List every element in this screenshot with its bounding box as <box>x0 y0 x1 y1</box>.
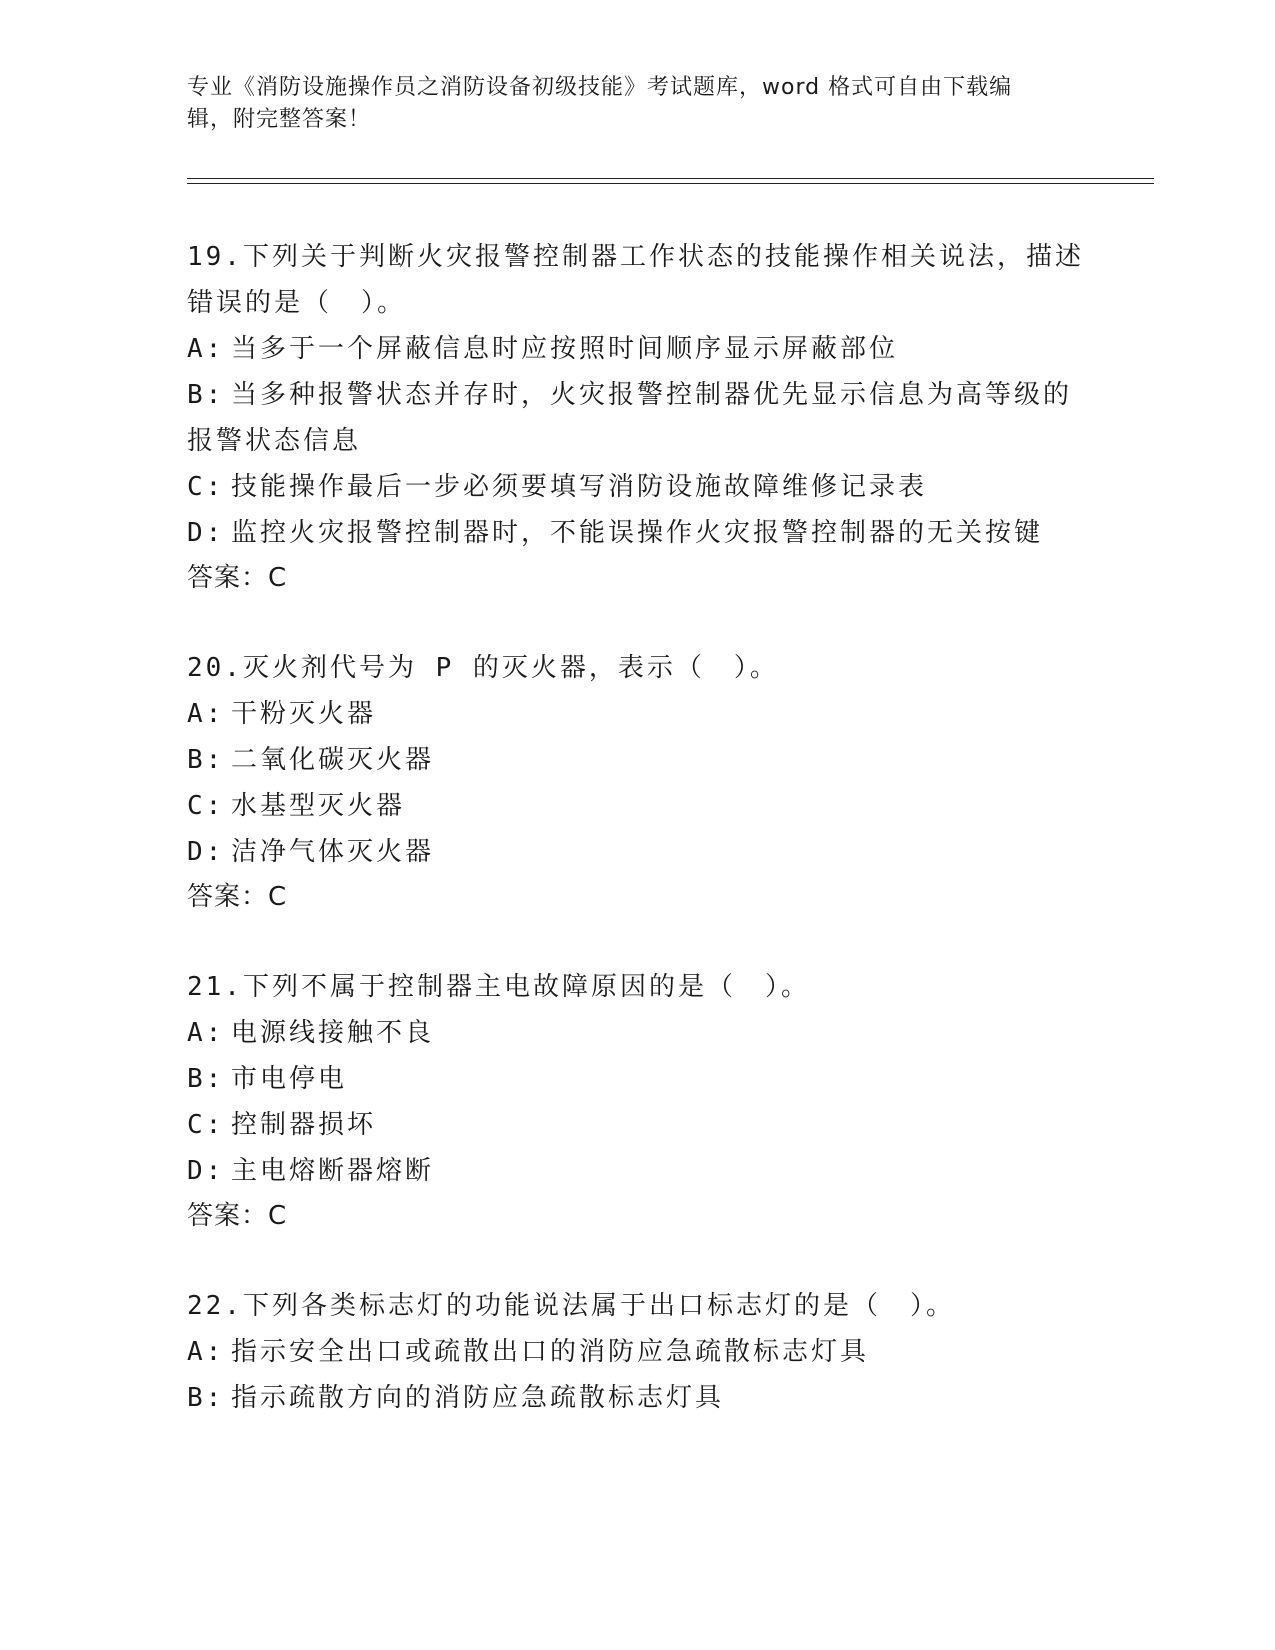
question-list <box>187 234 1087 1466</box>
header-divider-bottom <box>187 183 1154 184</box>
answer-label: 答案：C <box>187 1201 288 1231</box>
header-divider-top <box>187 178 1154 179</box>
option-d <box>187 829 1087 875</box>
option-b <box>187 737 1087 783</box>
header-line-2: 辑，附完整答案！ <box>187 107 372 132</box>
option-letter: A: <box>187 334 225 364</box>
question-stem: 22.下列各类标志灯的功能说法属于出口标志灯的是（ ）。 <box>187 1291 955 1321</box>
option-c <box>187 464 1087 510</box>
option-text: 二氧化碳灭火器 <box>231 745 435 775</box>
option-letter: D: <box>187 837 225 867</box>
option-text: 当多于一个屏蔽信息时应按照时间顺序显示屏蔽部位 <box>231 334 899 364</box>
option-letter: B: <box>187 1064 225 1094</box>
option-c <box>187 783 1087 829</box>
option-text: 指示疏散方向的消防应急疏散标志灯具 <box>231 1383 725 1413</box>
question-22 <box>187 1283 1087 1421</box>
option-letter: B: <box>187 380 225 410</box>
question-21 <box>187 964 1087 1238</box>
option-text: 监控火灾报警控制器时，不能误操作火灾报警控制器的无关按键 <box>231 518 1044 548</box>
option-a <box>187 691 1087 737</box>
option-a <box>187 1329 1087 1375</box>
option-b <box>187 372 1087 418</box>
option-text: 干粉灭火器 <box>231 699 377 729</box>
option-a <box>187 1010 1087 1056</box>
option-letter: A: <box>187 1018 225 1048</box>
option-text: 洁净气体灭火器 <box>231 837 435 867</box>
option-letter: A: <box>187 1337 225 1367</box>
option-text: 水基型灭火器 <box>231 791 406 821</box>
option-d <box>187 1148 1087 1194</box>
option-b-continued: 报警状态信息 <box>187 426 362 456</box>
answer-label: 答案：C <box>187 882 288 912</box>
question-20 <box>187 645 1087 919</box>
question-stem: 21.下列不属于控制器主电故障原因的是（ ）。 <box>187 972 810 1002</box>
option-text: 技能操作最后一步必须要填写消防设施故障维修记录表 <box>231 472 928 502</box>
option-letter: C: <box>187 472 225 502</box>
question-19 <box>187 234 1087 600</box>
option-text: 指示安全出口或疏散出口的消防应急疏散标志灯具 <box>231 1337 870 1367</box>
option-letter: B: <box>187 1383 225 1413</box>
question-stem-continued: 错误的是（ ）。 <box>187 288 407 318</box>
option-letter: C: <box>187 1110 225 1140</box>
question-stem: 19.下列关于判断火灾报警控制器工作状态的技能操作相关说法，描述 <box>187 242 1084 272</box>
option-letter: C: <box>187 791 225 821</box>
answer-label: 答案：C <box>187 563 288 593</box>
option-text: 当多种报警状态并存时，火灾报警控制器优先显示信息为高等级的 <box>231 380 1073 410</box>
option-c <box>187 1102 1087 1148</box>
option-b <box>187 1056 1087 1102</box>
option-letter: B: <box>187 745 225 775</box>
option-text: 电源线接触不良 <box>231 1018 435 1048</box>
option-d <box>187 510 1087 556</box>
option-a <box>187 326 1087 372</box>
option-text: 控制器损坏 <box>231 1110 377 1140</box>
option-b <box>187 1375 1087 1421</box>
option-letter: D: <box>187 1156 225 1186</box>
header-line-1: 专业《消防设施操作员之消防设备初级技能》考试题库，word 格式可自由下载编 <box>187 75 1013 100</box>
document-header <box>187 72 1077 136</box>
question-stem: 20.灭火剂代号为 P 的灭火器，表示（ ）。 <box>187 653 779 683</box>
option-letter: A: <box>187 699 225 729</box>
option-text: 主电熔断器熔断 <box>231 1156 435 1186</box>
option-letter: D: <box>187 518 225 548</box>
option-text: 市电停电 <box>231 1064 348 1094</box>
